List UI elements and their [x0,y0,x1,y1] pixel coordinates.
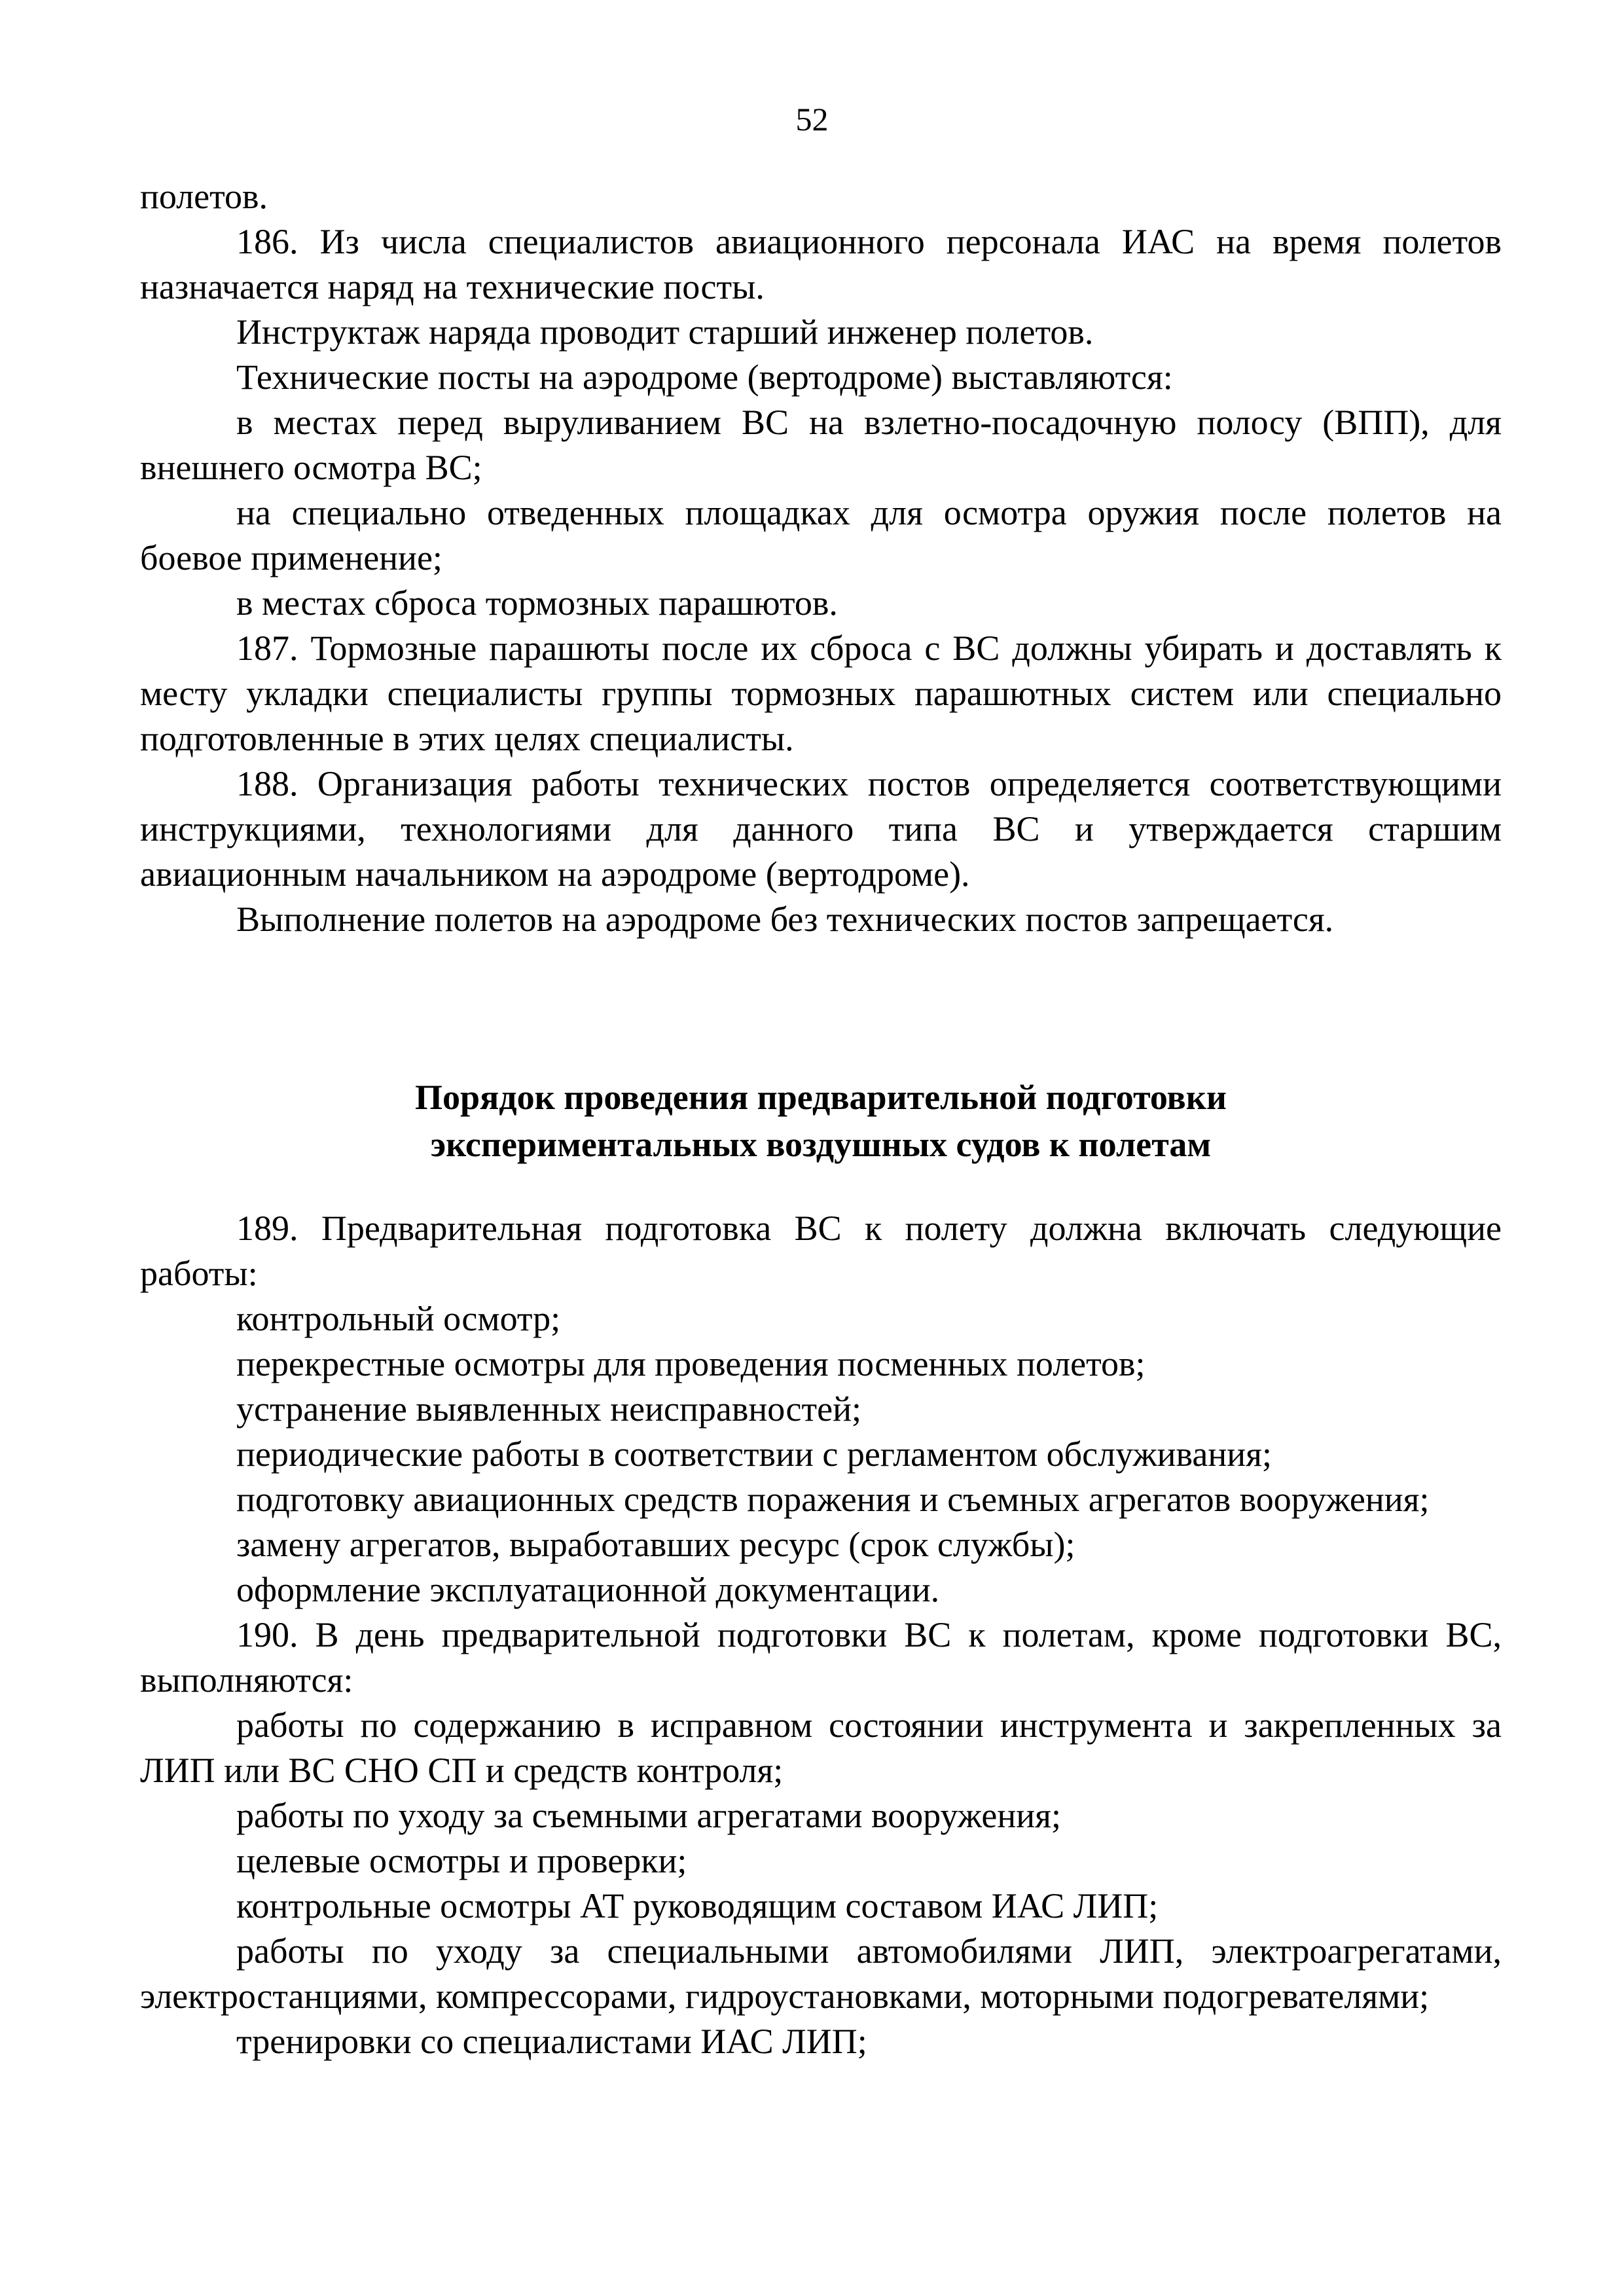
heading-line-2: экспериментальных воздушных судов к полетам [430,1125,1212,1164]
section-preliminary-preparation [140,1206,1502,2064]
list-item: работы по уходу за съемными агрегатами вооружения; [236,1796,1061,1835]
paragraph-190: 190. В день предварительной подготовки ВС к полетам, кроме подготовки ВС, выполняются: [140,1615,1502,1700]
paragraph-187: 187. Тормозные парашюты после их сброса с ВС должны убирать и доставлять к месту укладки специалисты группы тормозных парашютных систем или специально подготовленные в этих целях специалисты. [140,629,1502,758]
list-item: тренировки со специалистами ИАС ЛИП; [236,2022,867,2061]
list-item: на специально отведенных площадках для осмотра оружия после полетов на боевое применение; [140,493,1502,577]
list-item: подготовку авиационных средств поражения и съемных агрегатов вооружения; [236,1480,1430,1519]
page-number: 52 [795,101,829,137]
paragraph-189: 189. Предварительная подготовка ВС к полету должна включать следующие работы: [140,1209,1502,1293]
list-item: перекрестные осмотры для проведения посменных полетов; [236,1344,1146,1383]
paragraph: Технические посты на аэродроме (вертодроме) выставляются: [236,357,1173,397]
paragraph: полетов. [140,177,268,216]
list-item: оформление эксплуатационной документации. [236,1570,940,1609]
list-item: контрольные осмотры АТ руководящим составом ИАС ЛИП; [236,1886,1159,1925]
section-technical-posts [140,174,1502,942]
list-item: работы по уходу за специальными автомобилями ЛИП, электроагрегатами, электростанциями, компрессорами, гидроустановками, моторными подогревателями; [140,1931,1502,2016]
list-item: периодические работы в соответствии с регламентом обслуживания; [236,1434,1272,1474]
list-item: в местах перед выруливанием ВС на взлетно-посадочную полосу (ВПП), для внешнего осмотра ВС; [140,403,1502,487]
list-item: замену агрегатов, выработавших ресурс (срок службы); [236,1525,1075,1564]
paragraph-188: 188. Организация работы технических постов определяется соответствующими инструкциями, технологиями для данного типа ВС и утверждается старшим авиационным начальником на аэродроме (вертодроме). [140,764,1502,894]
section-heading [140,1074,1502,1168]
list-item: работы по содержанию в исправном состоянии инструмента и закрепленных за ЛИП или ВС СНО СП и средств контроля; [140,1705,1502,1790]
list-item: целевые осмотры и проверки; [236,1841,687,1880]
list-item: контрольный осмотр; [236,1299,561,1338]
heading-line-1: Порядок проведения предварительной подготовки [415,1078,1227,1117]
paragraph: Выполнение полетов на аэродроме без технических постов запрещается. [236,900,1334,939]
paragraph: Инструктаж наряда проводит старший инженер полетов. [236,312,1094,352]
paragraph-186: 186. Из числа специалистов авиационного персонала ИАС на время полетов назначается наряд на технические посты. [140,222,1502,306]
list-item: устранение выявленных неисправностей; [236,1389,861,1429]
list-item: в местах сброса тормозных парашютов. [236,583,838,623]
